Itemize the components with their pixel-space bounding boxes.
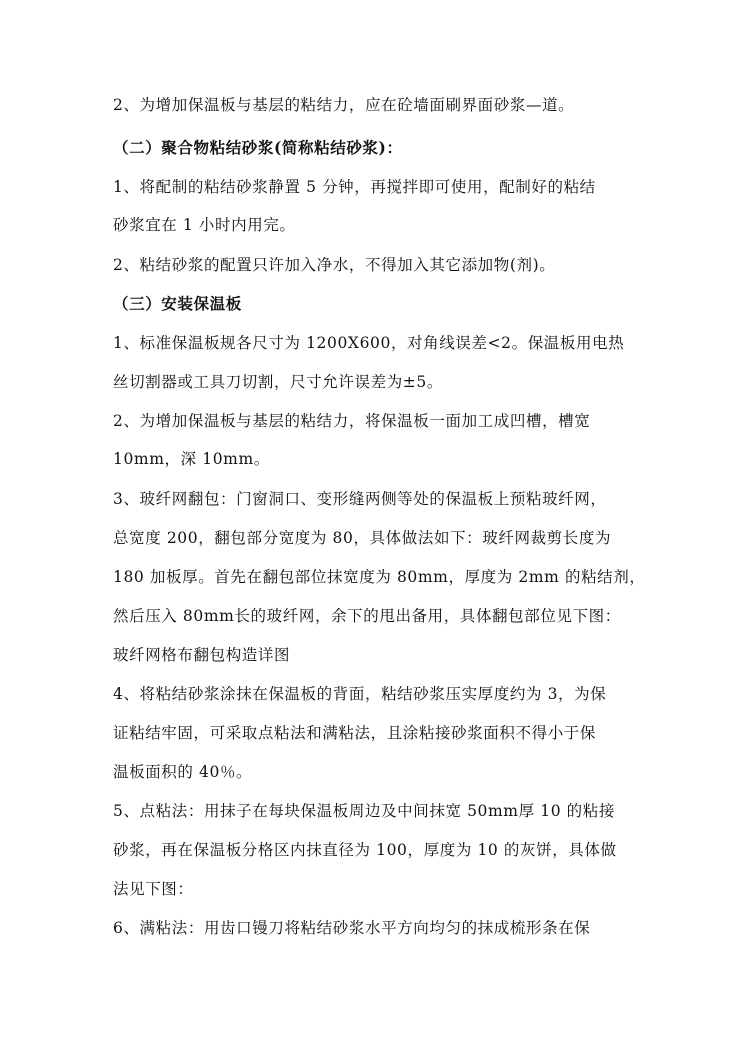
text-line: 2、粘结砂浆的配置只许加入净水，不得加入其它添加物(剂)。	[113, 256, 556, 274]
section-heading: （二）聚合物粘结砂浆(简称粘结砂浆)：	[113, 138, 403, 157]
text-line: 丝切割器或工具刀切割，尺寸允许误差为±5。	[113, 373, 443, 391]
text-line: 2、为增加保温板与基层的粘结力，应在砼墙面刷界面砂浆—道。	[113, 96, 575, 114]
text-line: 180 加板厚。首先在翻包部位抹宽度为 80mm，厚度为 2mm 的粘结剂，	[113, 568, 646, 586]
text-line: 2、为增加保温板与基层的粘结力，将保温板一面加工成凹槽，槽宽	[113, 412, 591, 430]
text-line: 3、玻纤网翻包：门窗洞口、变形缝两侧等处的保温板上预粘玻纤网，	[113, 490, 607, 508]
text-line: 证粘结牢固，可采取点粘法和满粘法，且涂粘接砂浆面积不得小于保	[113, 724, 597, 742]
text-line: 砂浆宜在 1 小时内用完。	[113, 216, 296, 234]
section-heading: （三）安装保温板	[113, 294, 242, 313]
text-line: 1、将配制的粘结砂浆静置 5 分钟，再搅拌即可使用，配制好的粘结	[113, 178, 596, 196]
text-line: 法见下图：	[113, 880, 194, 898]
text-line: 4、将粘结砂浆涂抹在保温板的背面，粘结砂浆压实厚度约为 3，为保	[113, 685, 607, 703]
text-line: 1、标准保温板规各尺寸为 1200X600，对角线误差<2。保温板用电热	[113, 334, 625, 352]
text-line: 温板面积的 40％。	[113, 763, 253, 781]
text-line: 砂浆，再在保温板分格区内抹直径为 100，厚度为 10 的灰饼，具体做	[113, 841, 617, 859]
text-line: 6、满粘法：用齿口镘刀将粘结砂浆水平方向均匀的抹成梳形条在保	[113, 919, 591, 937]
text-line: 总宽度 200，翻包部分宽度为 80，具体做法如下：玻纤网裁剪长度为	[113, 529, 612, 547]
text-line: 然后压入 80mm长的玻纤网，余下的甩出备用，具体翻包部位见下图：	[113, 607, 621, 625]
figure-caption: 玻纤网格布翻包构造详图	[113, 646, 291, 664]
text-line: 5、点粘法：用抹子在每块保温板周边及中间抹宽 50mm厚 10 的粘接	[113, 802, 615, 820]
text-line: 10mm，深 10mm。	[113, 450, 270, 468]
